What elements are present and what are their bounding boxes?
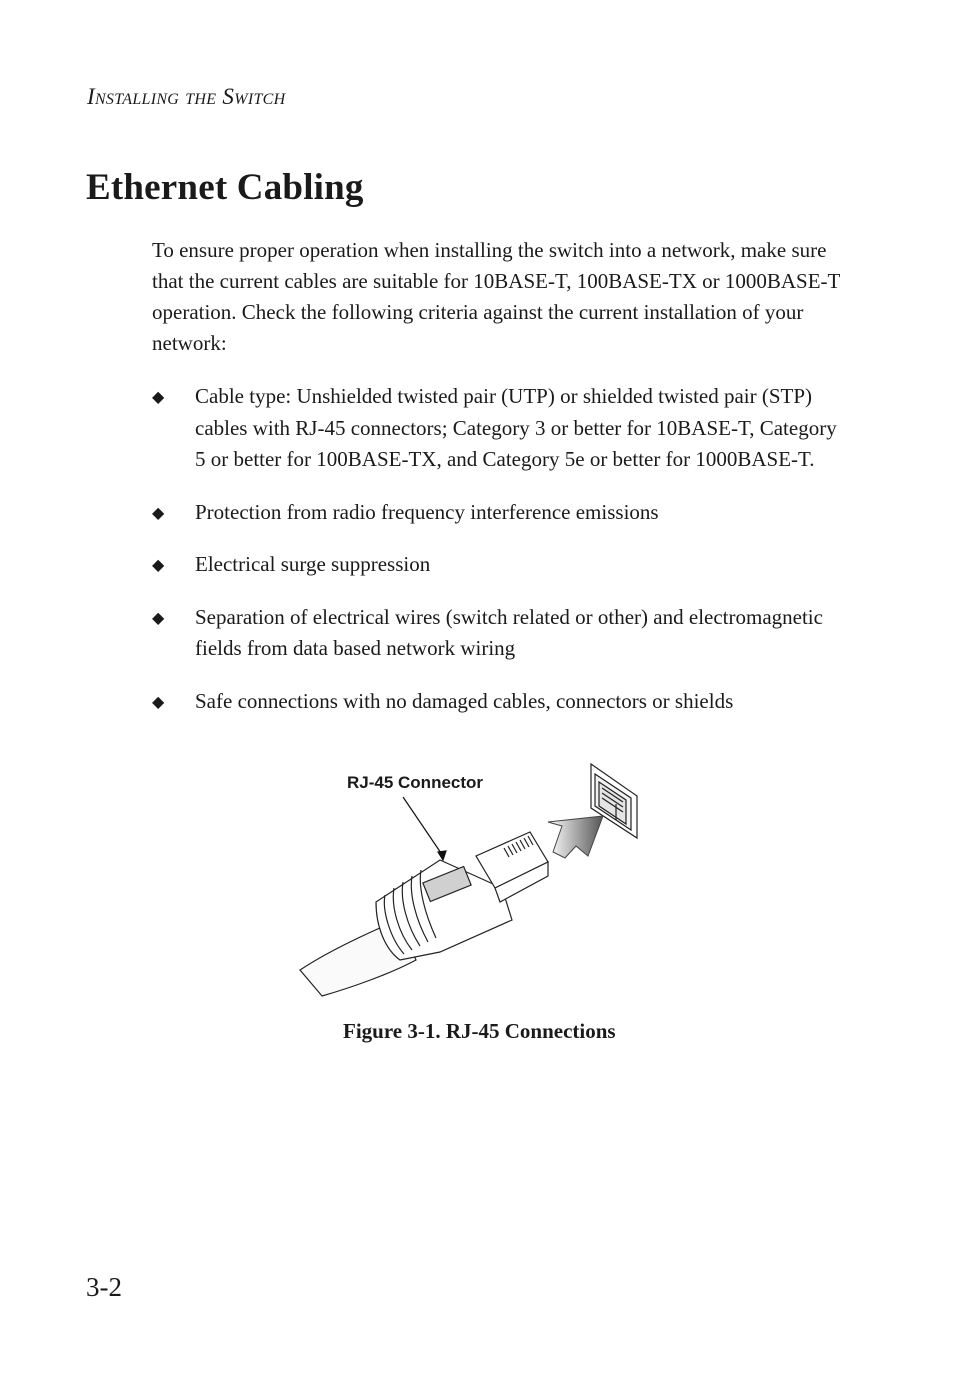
diamond-bullet-icon: ◆ [152, 691, 165, 711]
diamond-bullet-icon: ◆ [152, 502, 165, 522]
list-item [152, 686, 852, 718]
page-number: 3-2 [86, 1272, 122, 1302]
list-item-text: Electrical surge suppression [195, 552, 431, 576]
rj45-connection-illustration [290, 760, 650, 1000]
list-item [152, 381, 852, 476]
rj45-figure [290, 760, 650, 1000]
diamond-bullet-icon: ◆ [152, 555, 165, 574]
list-item [152, 549, 852, 581]
section-title: Ethernet Cabling [86, 167, 364, 208]
list-item-text: Safe connections with no damaged cables, connectors or shields [195, 688, 734, 713]
rj45-connector-label: RJ-45 Connector [347, 773, 484, 792]
list-item-text: Protection from radio frequency interference emissions [195, 499, 659, 524]
insertion-arrow-icon [548, 816, 603, 858]
running-header: Installing the Switch [87, 84, 286, 109]
diamond-bullet-icon: ◆ [152, 387, 165, 406]
list-item [152, 497, 852, 529]
list-item-text: Separation of electrical wires (switch related or other) and electromagnetic fields from data based network wiring [195, 604, 823, 660]
figure-caption: Figure 3-1. RJ-45 Connections [343, 1019, 616, 1043]
intro-paragraph: To ensure proper operation when installing the switch into a network, make sure that the current cables are suitable for 10BASE-T, 100BASE-TX or 1000BASE-T operation. Check the following criteria against the current installation of your network: [152, 238, 840, 355]
callout-arrow-icon [403, 797, 446, 860]
diamond-bullet-icon: ◆ [152, 607, 165, 627]
list-item-text: Cable type: Unshielded twisted pair (UTP) or shielded twisted pair (STP) cables with RJ-45 connectors; Category 3 or better for 10BASE-T, Category 5 or better for 100BASE-TX, and Category 5e or better for 1000BASE-T. [195, 384, 837, 471]
criteria-list [152, 381, 852, 738]
list-item [152, 602, 852, 665]
